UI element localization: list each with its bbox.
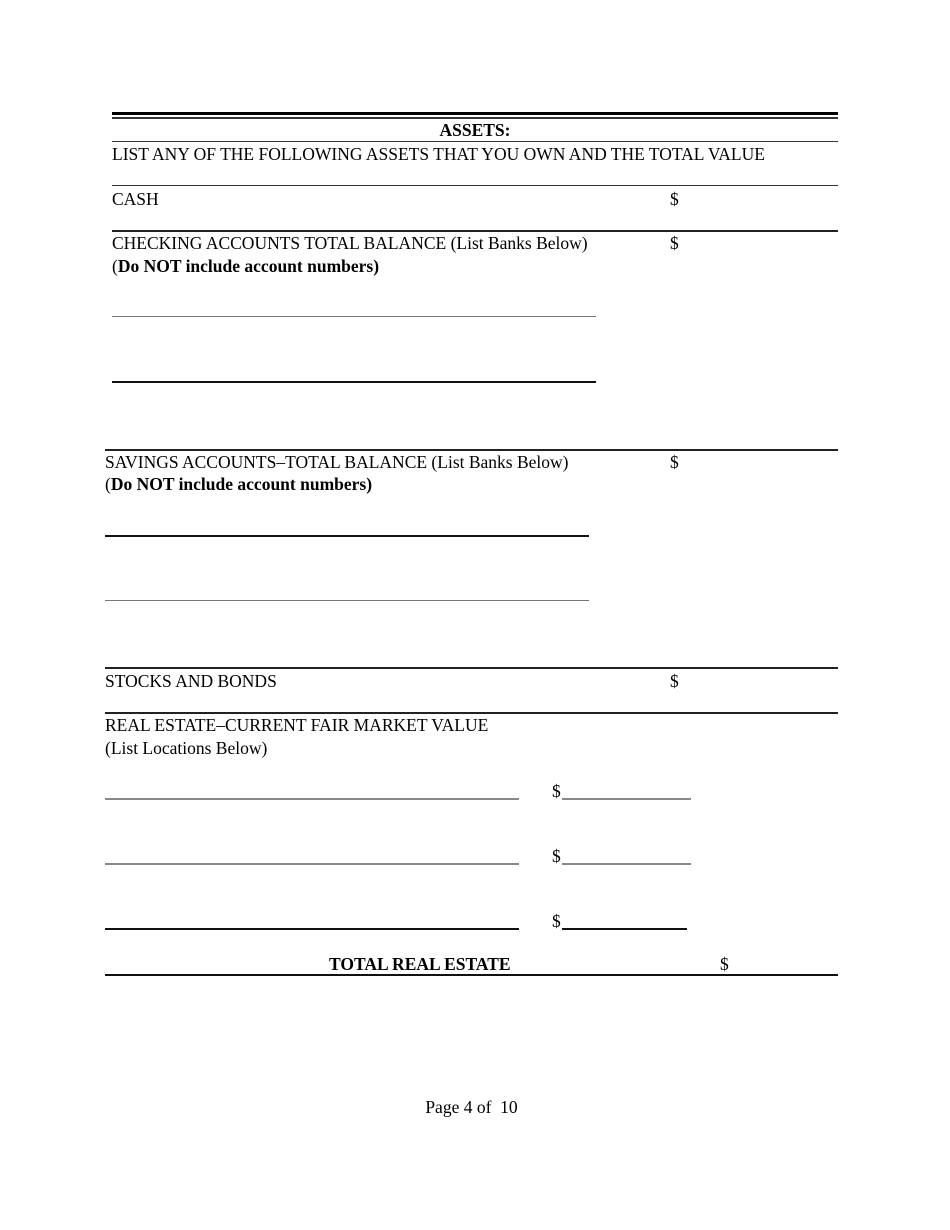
savings-note-text: Do NOT include account numbers) [110,474,373,494]
section-title: ASSETS: [439,120,511,140]
checking-note-paren: ( [112,256,118,276]
checking-currency: $ [670,233,679,253]
stocks-label: STOCKS AND BONDS [105,671,277,691]
real-estate-location-3-line [105,928,519,930]
total-real-estate-line [105,974,838,976]
checking-bank-2-input[interactable] [112,360,596,380]
real-estate-value-3-currency: $ [552,911,561,931]
checking-bank-2-line [112,381,596,383]
stocks-value-input[interactable] [682,671,832,691]
real-estate-top-rule [105,712,838,714]
checking-label: CHECKING ACCOUNTS TOTAL BALANCE (List Banks Below) [112,233,588,253]
savings-bank-1-line [105,535,589,537]
savings-note [105,474,372,494]
real-estate-value-2-input[interactable] [562,843,691,863]
title-rule [112,141,838,142]
checking-value-input[interactable] [682,233,832,253]
total-real-estate-currency: $ [720,954,729,974]
real-estate-value-2-currency: $ [552,846,561,866]
checking-note-text: Do NOT include account numbers) [117,256,380,276]
checking-note [112,256,379,276]
real-estate-value-3-input[interactable] [562,908,687,928]
stocks-top-rule [105,667,838,669]
cash-top-rule [112,185,838,186]
savings-value-input[interactable] [682,452,832,472]
header-top-rule-thin [112,117,838,119]
real-estate-value-2-line [562,863,691,865]
real-estate-value-1-input[interactable] [562,778,691,798]
savings-label: SAVINGS ACCOUNTS–TOTAL BALANCE (List Banks Below) [105,452,569,472]
real-estate-label: REAL ESTATE–CURRENT FAIR MARKET VALUE [105,715,489,735]
real-estate-value-1-line [562,798,691,800]
real-estate-sublabel: (List Locations Below) [105,738,268,758]
savings-bank-2-line [105,600,589,601]
header-top-rule [112,112,838,115]
total-real-estate-label: TOTAL REAL ESTATE [329,954,511,974]
total-real-estate-input[interactable] [732,954,832,974]
savings-top-rule [105,449,838,451]
real-estate-value-1-currency: $ [552,781,561,801]
savings-bank-2-input[interactable] [105,580,589,600]
page-number: Page 4 of 10 [425,1097,518,1117]
real-estate-location-1-line [105,798,519,800]
real-estate-value-3-line [562,928,687,930]
checking-top-rule [112,230,838,232]
savings-note-paren: ( [105,474,111,494]
cash-currency: $ [670,189,679,209]
cash-value-input[interactable] [682,189,832,209]
real-estate-location-3-input[interactable] [105,908,519,928]
real-estate-location-1-input[interactable] [105,778,519,798]
checking-bank-1-line [112,316,596,317]
real-estate-location-2-line [105,863,519,865]
savings-bank-1-input[interactable] [105,514,589,534]
stocks-currency: $ [670,671,679,691]
checking-bank-1-input[interactable] [112,296,596,316]
real-estate-location-2-input[interactable] [105,843,519,863]
savings-currency: $ [670,452,679,472]
cash-label: CASH [112,189,159,209]
instruction-text: LIST ANY OF THE FOLLOWING ASSETS THAT YOU OWN AND THE TOTAL VALUE [112,144,765,164]
